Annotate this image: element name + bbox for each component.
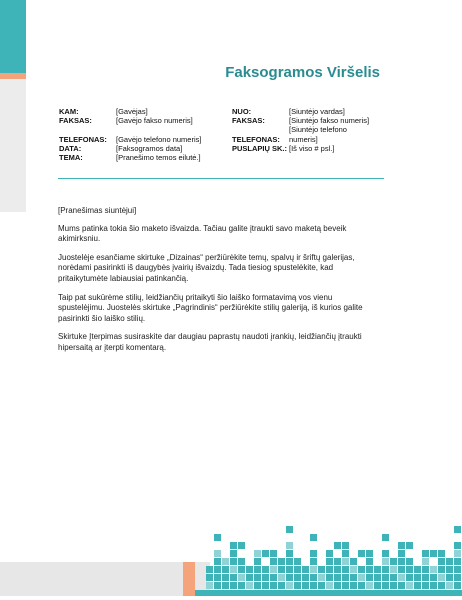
pixel-block: [390, 558, 397, 565]
pixel-block: [454, 526, 461, 533]
pixel-block: [310, 550, 317, 557]
pixel-block: [350, 574, 357, 581]
pixel-block: [334, 558, 341, 565]
sender-fax-label: FAKSAS:: [232, 116, 265, 126]
pixel-block: [318, 566, 325, 573]
pixel-block: [238, 566, 245, 573]
pixel-block: [222, 574, 229, 581]
pixel-block: [406, 542, 413, 549]
pixel-block: [230, 574, 237, 581]
pixel-block: [398, 550, 405, 557]
pixel-block: [366, 566, 373, 573]
sender-placeholder: [Pranešimas siuntėjui]: [58, 206, 137, 215]
pixel-block: [406, 558, 413, 565]
pixel-block: [214, 566, 221, 573]
pixel-block: [382, 534, 389, 541]
pixel-block: [286, 582, 293, 589]
pixel-block: [446, 582, 453, 589]
pixel-block: [382, 550, 389, 557]
pixel-block: [214, 534, 221, 541]
pixel-block: [326, 582, 333, 589]
pixel-block: [374, 566, 381, 573]
pages-label: PUSLAPIŲ SK.:: [232, 143, 288, 153]
pixel-block: [270, 582, 277, 589]
pixel-block: [342, 550, 349, 557]
pages-value: [Iš viso # psl.]: [289, 143, 335, 153]
paragraph-4: Skirtuke Įterpimas susiraskite dar daugiau paprastų naudoti įrankių, leidžiančių įtraukti hipersaitą ar įterpti komentarą.: [58, 332, 362, 352]
page-title: Faksogramos Viršelis: [225, 64, 380, 81]
pixel-block: [358, 582, 365, 589]
pixel-block: [430, 566, 437, 573]
pixel-block: [398, 574, 405, 581]
pixel-block: [262, 574, 269, 581]
pixel-block: [366, 582, 373, 589]
pixel-block: [438, 582, 445, 589]
pixel-block: [262, 550, 269, 557]
pixel-block: [302, 566, 309, 573]
pixel-block: [438, 574, 445, 581]
pixel-block: [454, 582, 461, 589]
subject-label: TEMA:: [59, 153, 83, 163]
pixel-block: [358, 566, 365, 573]
pixel-block: [342, 582, 349, 589]
sender-phone-value-1: [Siuntėjo telefono: [289, 125, 347, 135]
pixel-block: [430, 574, 437, 581]
pixel-block: [454, 550, 461, 557]
pixel-block: [390, 582, 397, 589]
pixel-block: [326, 558, 333, 565]
pixel-block: [238, 558, 245, 565]
pixel-block: [382, 558, 389, 565]
to-value: [Gavėjas]: [116, 107, 148, 116]
pixel-block: [350, 558, 357, 565]
pixel-block: [286, 574, 293, 581]
pixel-block: [350, 582, 357, 589]
pixel-block: [342, 566, 349, 573]
pixel-block: [398, 566, 405, 573]
phone-label: TELEFONAS:: [59, 134, 107, 144]
pixel-block: [230, 542, 237, 549]
pixel-block: [238, 574, 245, 581]
pixel-block: [454, 566, 461, 573]
pixel-block: [446, 558, 453, 565]
pixel-block: [254, 574, 261, 581]
from-value: [Siuntėjo vardas]: [289, 107, 345, 116]
pixel-block: [294, 582, 301, 589]
pixel-block: [294, 574, 301, 581]
phone-value: [Gavėjo telefono numeris]: [116, 134, 202, 144]
pixel-block: [454, 542, 461, 549]
pixel-block: [390, 566, 397, 573]
pixel-block: [382, 574, 389, 581]
pixel-block: [214, 550, 221, 557]
pixel-block: [302, 582, 309, 589]
pixel-block: [438, 566, 445, 573]
pixel-block: [398, 582, 405, 589]
pixel-block: [206, 566, 213, 573]
pixel-block: [286, 550, 293, 557]
pixel-block: [310, 582, 317, 589]
pixel-block: [230, 550, 237, 557]
pixel-block: [350, 566, 357, 573]
pixel-block: [278, 582, 285, 589]
sender-fax-value: [Siuntėjo fakso numeris]: [289, 116, 370, 126]
pixel-block: [398, 558, 405, 565]
pixel-block: [222, 566, 229, 573]
pixel-block: [334, 566, 341, 573]
pixel-block: [254, 566, 261, 573]
pixel-block: [398, 542, 405, 549]
fax-label: FAKSAS:: [59, 116, 92, 126]
pixel-block: [366, 550, 373, 557]
pixel-block: [286, 558, 293, 565]
paragraph-3: Taip pat sukūrėme stilių, leidžiančių pritaikyti šio laiško formatavimą vos vienu spustelėjimu. Juostelės skirtuke „Pagrindinis“ peržiūrėkite stilių galeriją, iš kurios galite pasirinkti šio laiško stilių.: [58, 292, 363, 323]
pixel-block: [254, 558, 261, 565]
pixel-block: [230, 582, 237, 589]
pixel-block: [294, 566, 301, 573]
pixel-block: [326, 574, 333, 581]
pixel-block: [438, 558, 445, 565]
pixel-block: [214, 558, 221, 565]
pixel-block: [214, 582, 221, 589]
pixel-block: [230, 566, 237, 573]
pixel-block: [246, 566, 253, 573]
pixel-block: [406, 582, 413, 589]
pixel-block: [294, 558, 301, 565]
pixel-block: [446, 566, 453, 573]
pixel-block: [278, 566, 285, 573]
fax-value: [Gavėjo fakso numeris]: [116, 116, 193, 126]
pixel-block: [310, 534, 317, 541]
pixel-block: [302, 574, 309, 581]
pixel-block: [270, 558, 277, 565]
pixel-block: [270, 550, 277, 557]
pixel-block: [278, 558, 285, 565]
pixel-block: [454, 574, 461, 581]
pixel-block: [342, 542, 349, 549]
pixel-block: [422, 566, 429, 573]
pixel-block: [366, 558, 373, 565]
pixel-block: [270, 574, 277, 581]
pixel-block: [406, 566, 413, 573]
pixel-block: [238, 542, 245, 549]
pixel-block: [318, 574, 325, 581]
pixel-base-strip: [195, 590, 462, 596]
pixel-block: [334, 582, 341, 589]
pixel-block: [286, 542, 293, 549]
pixel-block: [382, 582, 389, 589]
pixel-block: [286, 526, 293, 533]
pixel-block: [334, 574, 341, 581]
pixel-block: [246, 582, 253, 589]
pixel-block: [222, 582, 229, 589]
pixel-block: [326, 566, 333, 573]
pixel-block: [358, 574, 365, 581]
pixel-block: [254, 582, 261, 589]
pixel-block: [430, 582, 437, 589]
pixel-block: [318, 582, 325, 589]
pixel-block: [422, 582, 429, 589]
pixel-block: [286, 566, 293, 573]
date-value: [Faksogramos data]: [116, 143, 183, 153]
pixel-block: [374, 574, 381, 581]
pixel-block: [374, 582, 381, 589]
pixel-block: [254, 550, 261, 557]
pixel-block: [230, 558, 237, 565]
sender-phone-label: TELEFONAS:: [232, 134, 280, 144]
pixel-block: [430, 550, 437, 557]
pixel-block: [310, 574, 317, 581]
from-label: NUO:: [232, 107, 252, 116]
pixel-block: [326, 550, 333, 557]
pixel-block: [422, 558, 429, 565]
pixel-block: [342, 574, 349, 581]
pixel-block: [262, 582, 269, 589]
pixel-block: [358, 550, 365, 557]
pixel-block: [246, 574, 253, 581]
paragraph-1: Mums patinka tokia šio maketo išvaizda. Tačiau galite įtraukti savo maketą beveik akimirksniu.: [58, 223, 347, 244]
pixel-block: [422, 574, 429, 581]
sender-phone-value-2: numeris]: [289, 134, 318, 144]
pixel-block: [262, 566, 269, 573]
pixel-block: [406, 574, 413, 581]
date-label: DATA:: [59, 143, 82, 153]
pixel-block: [238, 582, 245, 589]
pixel-block: [206, 574, 213, 581]
pixel-block: [414, 574, 421, 581]
subject-value: [Pranešimo temos eilutė.]: [116, 153, 201, 163]
pixel-block: [366, 574, 373, 581]
pixel-block: [414, 566, 421, 573]
pixel-block: [414, 582, 421, 589]
pixel-block: [206, 582, 213, 589]
pixel-block: [446, 574, 453, 581]
paragraph-2: Juostelėje esančiame skirtuke „Dizainas“ peržiūrėkite temų, spalvų ir šriftų galerijas, norėdami pasirinkti iš daugybės įvairių išvaizdų. Tada tiesiog spustelėkite, kad pritaikytumėte labiausiai patinkančią.: [58, 252, 355, 283]
pixel-block: [422, 550, 429, 557]
pixel-block: [214, 574, 221, 581]
pixel-block: [310, 566, 317, 573]
pixel-block: [278, 574, 285, 581]
pixel-block: [390, 574, 397, 581]
pixel-block: [438, 550, 445, 557]
to-label: KAM:: [59, 107, 79, 116]
pixel-block: [270, 566, 277, 573]
pixel-block: [454, 558, 461, 565]
pixel-block: [342, 558, 349, 565]
pixel-block: [334, 542, 341, 549]
pixel-block: [382, 566, 389, 573]
pixel-block: [222, 558, 229, 565]
pixel-block: [310, 558, 317, 565]
